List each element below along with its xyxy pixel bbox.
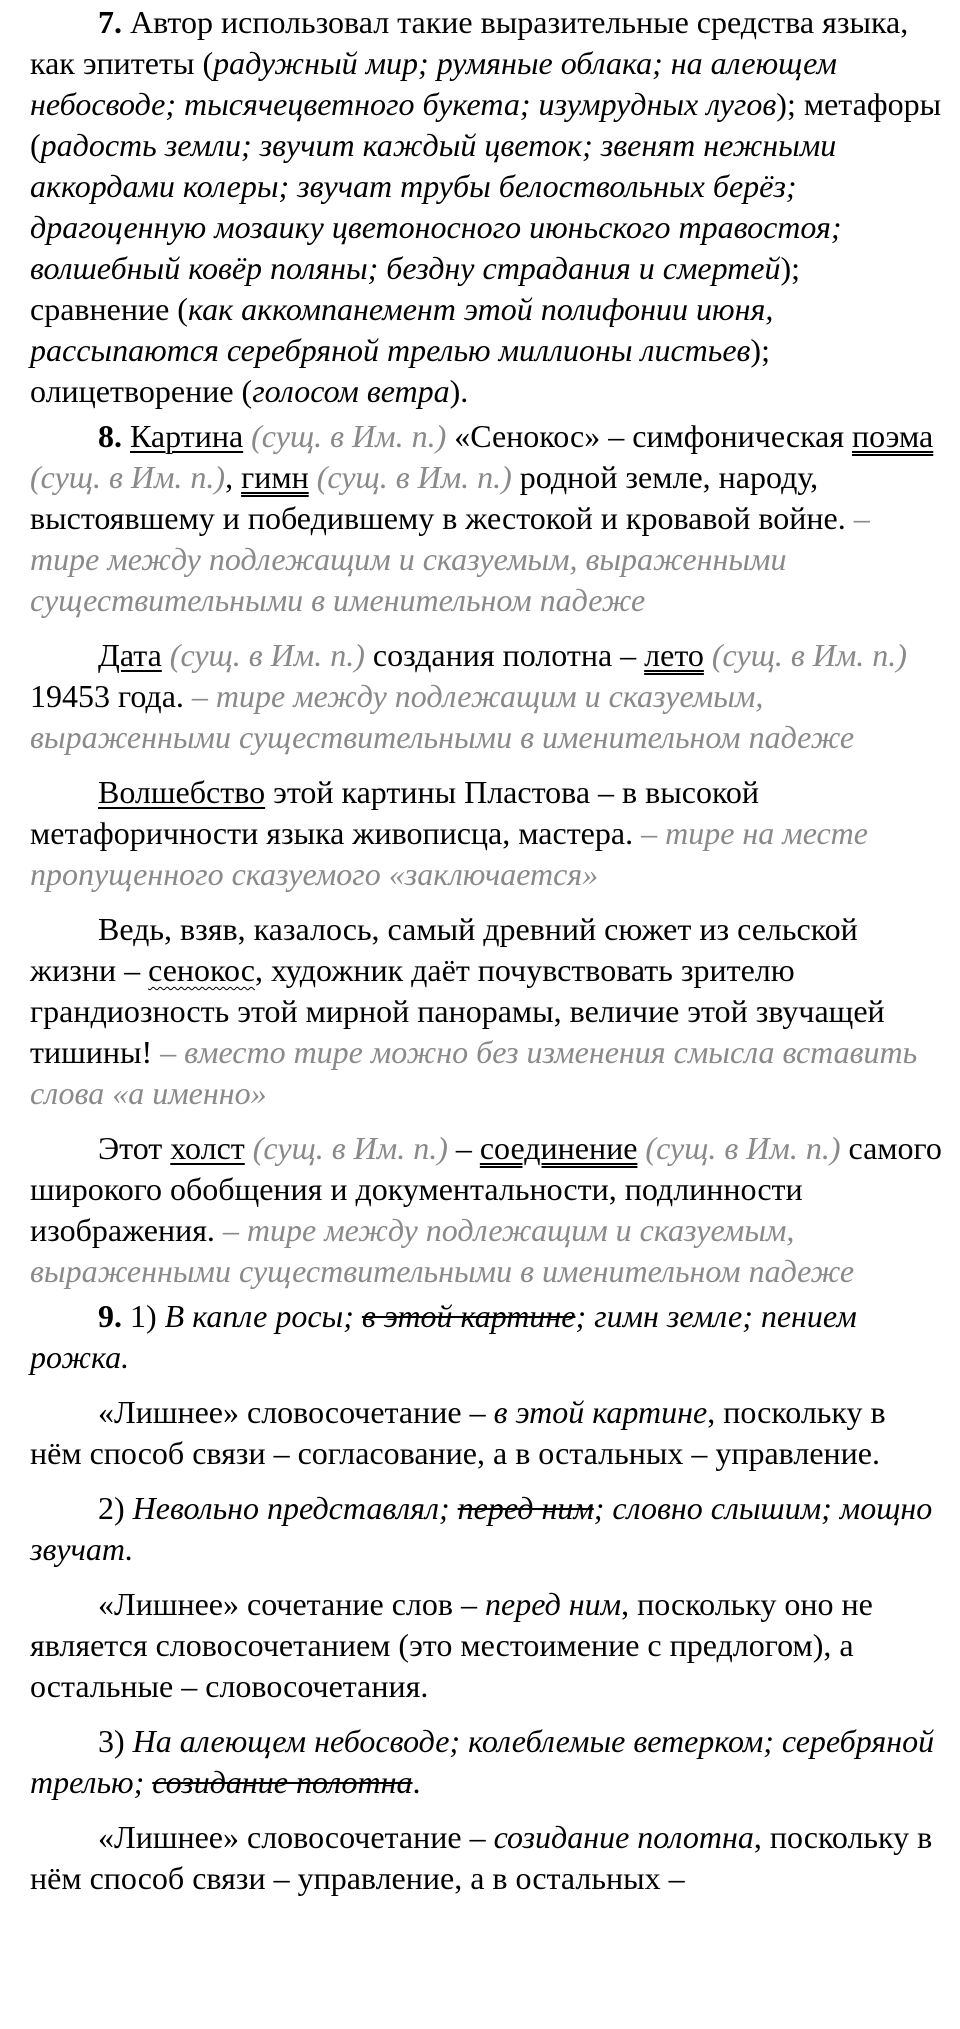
predicate-gimn: гимн [241, 459, 309, 495]
task-9-part-3-phrases [30, 1721, 942, 1803]
dash-explanation: – тире между подлежащим и сказуемым, выраженными существительными в именительном падеже [30, 500, 870, 618]
task-7-number: 7. [98, 4, 122, 40]
subject-data: Дата [98, 637, 162, 673]
sentence-text: создания полотна – [364, 637, 645, 673]
phrase-list: ; словно слышим; мощно звучат. [30, 1490, 933, 1567]
predicate-leto: лето [644, 637, 704, 673]
part-label: 2) [98, 1490, 133, 1526]
extra-phrase: перед ним [484, 1586, 622, 1622]
part-label: 1) [122, 1298, 165, 1334]
predicate-soedinenie: соединение [479, 1130, 638, 1166]
struck-phrase: созидание полотна [152, 1764, 413, 1800]
sentence-text: «Сенокос» – симфоническая [446, 418, 853, 454]
task-7-text-5: ). [449, 373, 469, 409]
explanation-text: «Лишнее» сочетание слов – [98, 1586, 485, 1622]
sentence-text: 19453 года. [30, 678, 184, 714]
task-7-text-1: Автор использовал такие выразительные средства языка, как эпитеты ( [30, 4, 909, 81]
task-9-number: 9. [98, 1298, 122, 1334]
grammar-note: (сущ. в Им. п.) [169, 637, 365, 673]
subject-kartina: Картина [130, 418, 244, 454]
subject-kholst: холст [170, 1130, 245, 1166]
comparison-example: как аккомпанемент этой полифонии июня, рассыпаются серебряной трелью миллионы листьев [30, 291, 774, 368]
grammar-note: (сущ. в Им. п.) [251, 418, 447, 454]
sentence-text: самого широкого обобщения и документальности, подлинности изображения. [30, 1130, 942, 1248]
dash-explanation: – тире между подлежащим и сказуемым, выраженными существительными в именительном падеже [30, 1212, 855, 1289]
grammar-note: (сущ. в Им. п.) [645, 1130, 841, 1166]
task-9-part-2-phrases [30, 1488, 942, 1570]
task-7-text-4: ); олицетворение ( [30, 332, 770, 409]
phrase-list: ; гимн земле; пением рожка. [30, 1298, 857, 1375]
sentence-text: Этот [98, 1130, 171, 1166]
grammar-note: (сущ. в Им. п.) [316, 459, 512, 495]
task-7-paragraph [30, 2, 942, 412]
struck-phrase: в этой картине [361, 1298, 576, 1334]
period: . [412, 1764, 421, 1800]
task-8-paragraph-1 [30, 416, 942, 621]
sentence-text: родной земле, народу, выстоявшему и победившему в жестокой и кровавой войне. [30, 459, 846, 536]
grammar-note: (сущ. в Им. п.) [252, 1130, 448, 1166]
explanation-text: , поскольку в нём способ связи – согласование, а в остальных – управление. [30, 1394, 886, 1471]
dash-explanation: – тире между подлежащим и сказуемым, выраженными существительными в именительном падеже [30, 678, 855, 755]
task-9-part-3-explanation [30, 1817, 942, 1899]
sentence-text: этой картины Пластова – в высокой метафоричности языка живописца, мастера. [30, 774, 759, 851]
explanation-text: , поскольку оно не является словосочетанием (это местоимение с предлогом), а остальные – словосочетания. [30, 1586, 873, 1704]
epithets-examples: радужный мир; румяные облака; на алеющем небосводе; тысячецветного букета; изумрудных лугов [30, 45, 837, 122]
task-8-paragraph-2 [30, 635, 942, 758]
explanation-text: , поскольку в нём способ связи – управление, а в остальных – [30, 1819, 933, 1896]
metaphors-examples: радость земли; звучит каждый цветок; звенят нежными аккордами колеры; звучат трубы белоствольных берёз; драгоценную мозаику цветоносного июньского травостоя; волшебный ковёр поляны; бездну страдания и смертей [30, 127, 842, 286]
personification-example: голосом ветра [252, 373, 450, 409]
phrase-list: В капле росы; [164, 1298, 362, 1334]
phrase-list: Невольно представлял; [132, 1490, 458, 1526]
task-8-paragraph-4 [30, 909, 942, 1114]
task-8-number: 8. [98, 418, 122, 454]
part-label: 3) [98, 1723, 133, 1759]
task-9-part-1-explanation [30, 1392, 942, 1474]
subject-volshebstvo: Волшебство [98, 774, 266, 810]
grammar-note: (сущ. в Им. п.) [711, 637, 907, 673]
task-9-part-1-phrases [30, 1296, 942, 1378]
dash: – [447, 1130, 480, 1166]
sentence-text: Ведь, взяв, казалось, самый древний сюжет из сельской жизни – [30, 911, 858, 988]
task-7-text-2: ); метафоры ( [30, 86, 942, 163]
task-7-text-3: ); сравнение ( [30, 250, 800, 327]
dash-explanation: – тире на месте пропущенного сказуемого «заключается» [30, 815, 868, 892]
struck-phrase: перед ним [457, 1490, 594, 1526]
extra-phrase: созидание полотна [493, 1819, 754, 1855]
task-8-paragraph-3 [30, 772, 942, 895]
explanation-text: «Лишнее» словосочетание – [98, 1394, 494, 1430]
task-9-part-2-explanation [30, 1584, 942, 1707]
extra-phrase: в этой картине [493, 1394, 708, 1430]
explanation-text: «Лишнее» словосочетание – [98, 1819, 494, 1855]
dash-explanation: – вместо тире можно без изменения смысла вставить слова «а именно» [30, 1034, 918, 1111]
task-8-paragraph-5 [30, 1128, 942, 1292]
phrase-list: На алеющем небосводе; колеблемые ветерком; серебряной трелью; [30, 1723, 935, 1800]
appositive-senokos: сенокос [148, 952, 255, 988]
comma: , [225, 459, 242, 495]
sentence-text: , художник даёт почувствовать зрителю грандиозность этой мирной панорамы, величие этой звучащей тишины! [30, 952, 885, 1070]
grammar-note: (сущ. в Им. п.) [30, 459, 226, 495]
predicate-poema: поэма [852, 418, 934, 454]
